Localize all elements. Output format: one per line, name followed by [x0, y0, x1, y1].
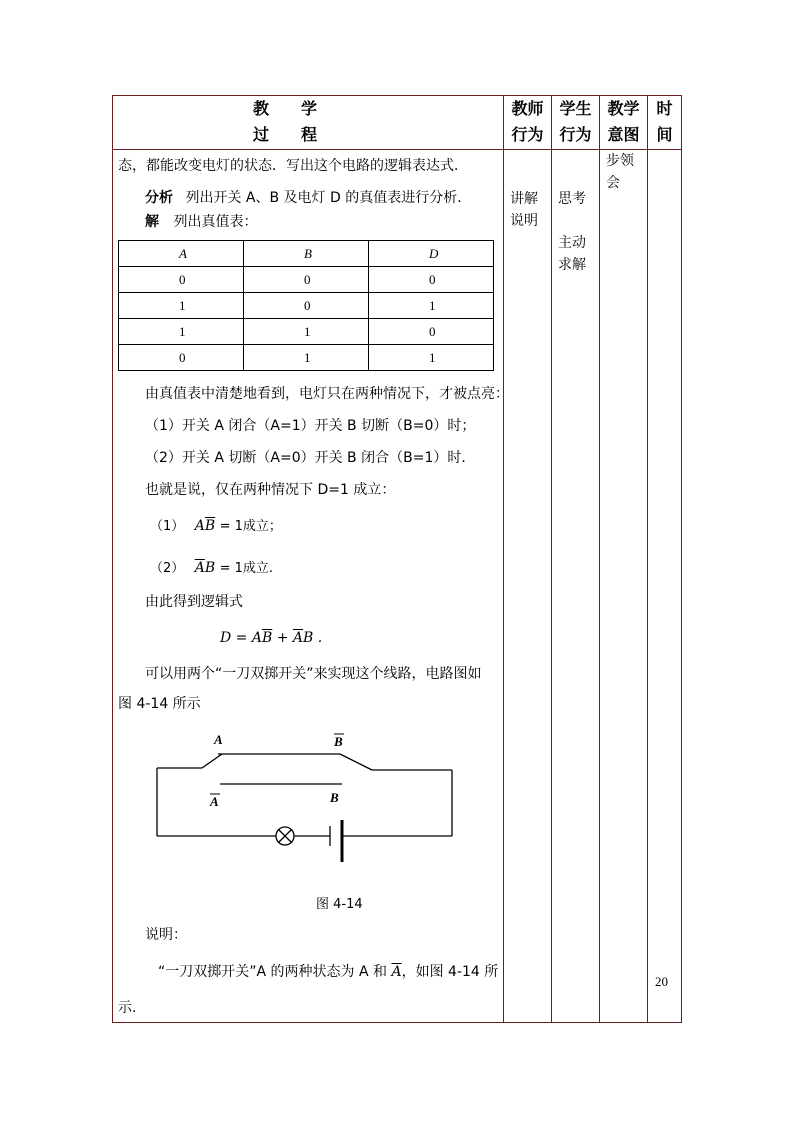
teacher-action-1: 讲解	[510, 191, 538, 207]
header-process: 过 程	[252, 125, 317, 144]
case-1-formula	[150, 516, 282, 537]
label-b-bar: B	[334, 734, 343, 749]
switch-a-blade	[202, 754, 222, 768]
solution-text: 列出真值表：	[173, 214, 258, 230]
header-time-line2: 间	[656, 125, 673, 144]
intent-text-2: 会	[606, 175, 620, 191]
truth-table-header-row	[119, 241, 494, 267]
truth-table-header-b: B	[244, 241, 369, 267]
truth-table	[118, 240, 494, 371]
label-a: A	[214, 732, 223, 747]
case-2-number: （2）	[150, 561, 185, 576]
case-1-expression: $A\overline{B}$	[194, 518, 216, 534]
case-2-expression: $\overline{A}B$	[194, 560, 216, 576]
paragraph-logic: 由此得到逻辑式	[145, 594, 243, 610]
teacher-action-2: 说明	[510, 213, 538, 229]
table-cell: 0	[369, 267, 494, 293]
a-bar-symbol: $\overline{A}$	[391, 964, 402, 980]
table-row	[119, 293, 494, 319]
paragraph-summary: 也就是说，仅在两种情况下 D=1 成立：	[145, 482, 396, 498]
table-row	[119, 319, 494, 345]
header-teaching: 教 学	[252, 99, 317, 118]
explain-label: 说明：	[145, 927, 187, 943]
header-teacher-line2: 行为	[511, 125, 544, 144]
table-cell: 1	[119, 319, 244, 345]
case-1-tail: = 1成立；	[219, 519, 282, 534]
table-row	[119, 267, 494, 293]
header-student-line2: 行为	[559, 125, 592, 144]
table-cell: 1	[369, 293, 494, 319]
header-time-line1: 时	[656, 99, 673, 118]
table-right-border	[681, 95, 682, 1023]
solution-line	[145, 212, 257, 232]
page-number: 20	[655, 974, 668, 989]
table-row	[119, 345, 494, 371]
case-2-tail: = 1成立.	[219, 561, 274, 576]
paragraph-conclusion: 由真值表中清楚地看到，电灯只在两种情况下，才被点亮：	[145, 386, 509, 402]
analysis-label: 分析	[145, 190, 173, 206]
analysis-text: 列出开关 A、B 及电灯 D 的真值表进行分析．	[185, 190, 472, 206]
solution-label: 解	[145, 214, 159, 230]
lamp-icon	[276, 827, 294, 845]
table-cell: 0	[119, 345, 244, 371]
student-action-3: 求解	[558, 257, 586, 273]
truth-table-header-d: D	[369, 241, 494, 267]
intro-text: 态，都能改变电灯的状态．写出这个电路的逻辑表达式．	[118, 158, 468, 174]
student-action-1: 思考	[558, 191, 586, 207]
table-header-divider	[112, 149, 682, 150]
header-intent-line1: 教学	[607, 99, 640, 118]
explain-text	[158, 962, 498, 982]
table-bottom-border	[112, 1022, 682, 1023]
case-2-formula	[150, 558, 273, 579]
explain-tail: ，如图 4-14 所	[401, 964, 499, 980]
table-cell: 1	[369, 345, 494, 371]
explain-main: “一刀双掷开关”A 的两种状态为 A 和	[158, 964, 392, 980]
paragraph-circuit: 可以用两个“一刀双掷开关”来实现这个线路，电路图如	[145, 666, 482, 682]
truth-table-header-a: A	[119, 241, 244, 267]
table-cell: 0	[369, 319, 494, 345]
case-1-number: （1）	[150, 519, 185, 534]
table-cell: 0	[119, 267, 244, 293]
header-student-line1: 学生	[559, 99, 592, 118]
case-2-description: （2）开关 A 切断（A=0）开关 B 闭合（B=1）时．	[145, 450, 476, 466]
header-intent-line2: 意图	[607, 125, 640, 144]
switch-b-blade	[340, 754, 372, 770]
table-col-divider-3	[599, 95, 600, 1023]
table-cell: 1	[119, 293, 244, 319]
table-cell: 0	[244, 267, 369, 293]
intent-text-1: 步领	[606, 153, 634, 169]
table-cell: 0	[244, 293, 369, 319]
circuit-diagram	[150, 728, 470, 868]
explain-end: 示.	[118, 1000, 137, 1016]
logic-formula: $D = A\overline{B} + \overline{A}B$ .	[220, 630, 323, 646]
table-left-border	[112, 95, 113, 1023]
header-teacher-line1: 教师	[511, 99, 544, 118]
table-col-divider-1	[503, 95, 504, 1023]
table-cell: 1	[244, 345, 369, 371]
table-col-divider-2	[551, 95, 552, 1023]
table-col-divider-4	[647, 95, 648, 1023]
battery-icon	[330, 820, 342, 862]
case-1-description: （1）开关 A 闭合（A=1）开关 B 切断（B=0）时；	[145, 418, 476, 434]
formula-lhs: D =	[220, 630, 252, 646]
student-action-2: 主动	[558, 235, 586, 251]
paragraph-figure-ref: 图 4-14 所示	[118, 696, 201, 712]
label-a-bar: A	[210, 794, 219, 809]
analysis-line	[145, 188, 471, 208]
table-cell: 1	[244, 319, 369, 345]
label-b: B	[330, 790, 339, 805]
figure-caption: 图 4-14	[316, 897, 363, 912]
